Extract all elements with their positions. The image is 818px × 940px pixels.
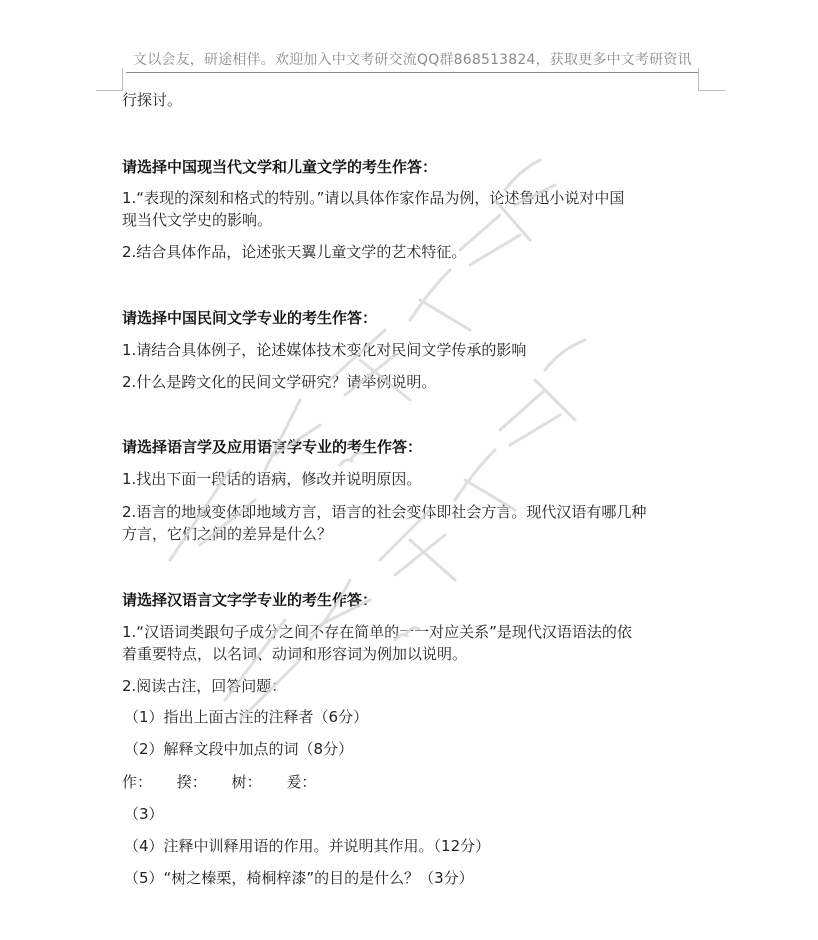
question-text: 2.什么是跨文化的民间文学研究？请举例说明。: [122, 373, 437, 391]
sub-question-text: （1）指出上面古注的注释者（6分）: [124, 708, 369, 726]
section-heading-modern-literature: 请选择中国现当代文学和儿童文学的考生作答：: [122, 158, 438, 176]
page-header: 文以会友，研途相伴。欢迎加入中文考研交流QQ群868513824，获取更多中文考研资讯: [133, 52, 692, 68]
question-text: 方言，它们之间的差异是什么？: [122, 525, 333, 543]
question-text: 1.“汉语词类跟句子成分之间不存在简单的一一对应关系”是现代汉语语法的依: [122, 623, 632, 641]
header-underline: [126, 72, 698, 73]
crop-mark-right: [698, 68, 725, 91]
section-heading-folk-literature: 请选择中国民间文学专业的考生作答：: [122, 309, 378, 327]
continuation-text: 行探讨。: [122, 91, 183, 109]
section-heading-linguistics: 请选择语言学及应用语言学专业的考生作答：: [122, 438, 423, 456]
question-text: 1.找出下面一段话的语病，修改并说明原因。: [122, 470, 422, 488]
question-text: 2.结合具体作品，论述张天翼儿童文学的艺术特征。: [122, 243, 467, 261]
sub-question-text: （2）解释文段中加点的词（8分）: [124, 740, 354, 758]
sub-question-text: （5）“树之榛栗，椅桐梓漆”的目的是什么？（3分）: [124, 869, 474, 887]
question-text: 2.语言的地域变体即地域方言，语言的社会变体即社会方言。现代汉语有哪几种: [122, 503, 647, 521]
question-text: 着重要特点，以名词、动词和形容词为例加以说明。: [122, 645, 468, 663]
section-heading-chinese-philology: 请选择汉语言文字学专业的考生作答：: [122, 591, 378, 609]
crop-mark-left: [96, 68, 123, 91]
annotated-character: 树：: [231, 773, 262, 791]
sub-question-text: （3）: [124, 805, 164, 823]
question-text: 1.请结合具体例子，论述媒体技术变化对民间文学传承的影响: [122, 341, 527, 359]
annotated-character: 爰：: [286, 773, 317, 791]
annotated-characters-row: [122, 771, 702, 793]
annotated-character: 作：: [122, 773, 153, 791]
question-text: 2.阅读古注，回答问题：: [122, 677, 287, 695]
question-text: 1.“表现的深刻和格式的特别。”请以具体作家作品为例，论述鲁迅小说对中国: [122, 189, 625, 207]
annotated-character: 揆：: [176, 773, 207, 791]
question-text: 现当代文学史的影响。: [122, 211, 273, 229]
sub-question-text: （4）注释中训释用语的作用。并说明其作用。（12分）: [124, 837, 491, 855]
